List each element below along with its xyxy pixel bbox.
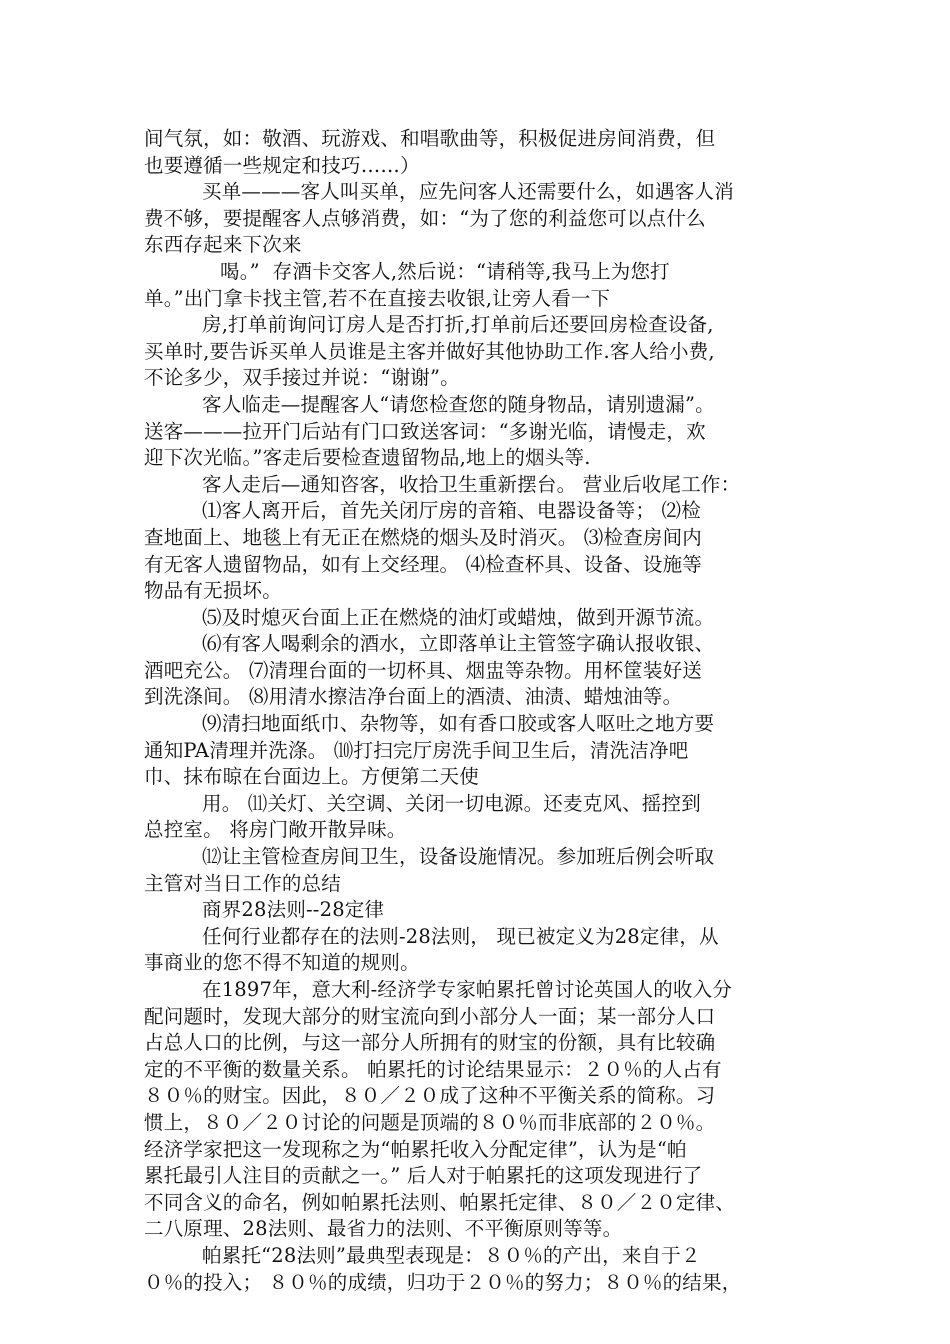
text-line: 东西存起来下次来 [144,233,302,257]
text-line: 主管对当日工作的总结 [144,871,342,895]
text-line: ０％的投入； ８０％的成绩，归功于２０％的努力；８０％的结果， [144,1270,742,1294]
text-line: 累托最引人注目的贡献之一。” 后人对于帕累托的这项发现进行了 [144,1164,703,1188]
text-line: ⑸及时熄灭台面上正在燃烧的油灯或蜡烛，做到开源节流。 [202,605,715,629]
text-line: 送客———拉开门后站有门口致送客词：“多谢光临，请慢走，欢 [144,419,706,443]
text-line: 买单———客人叫买单，应先问客人还需要什么，如遇客人消 [202,180,734,204]
text-line: 惯上，８０／２０讨论的问题是顶端的８０％而非底部的２０％。 [144,1110,716,1134]
text-line: 不同含义的命名，例如帕累托法则、帕累托定律、８０／２０定律、 [144,1190,736,1214]
text-line: 事商业的您不得不知道的规则。 [144,951,420,975]
text-line: 酒吧充公。 ⑺清理台面的一切杯具、烟盅等杂物。用杯筐装好送 [144,658,702,682]
text-line: 喝。” 存酒卡交客人,然后说：“请稍等,我马上为您打 [220,259,670,283]
text-line: ⑼清扫地面纸巾、杂物等，如有香口胶或客人呕吐之地方要 [202,712,715,736]
text-line: 买单时,要告诉买单人员谁是主客并做好其他协助工作.客人给小费, [144,339,715,363]
text-line: 任何行业都存在的法则-28法则， 现已被定义为28定律，从 [202,924,719,948]
text-line: 配问题时，发现大部分的财宝流向到小部分人一面；某一部分人口 [144,1004,716,1028]
text-line: 客人临走—提醒客人“请您检查您的随身物品，请别遗漏”。 [202,392,715,416]
text-line: 总控室。 将房门敞开散异味。 [144,818,407,842]
text-line: 到洗涤间。 ⑻用清水擦洁净台面上的酒渍、油渍、蜡烛油等。 [144,685,683,709]
text-line: 不论多少，双手接过并说：“谢谢”。 [144,366,460,390]
text-line: 物品有无损坏。 [144,579,282,603]
text-line: 通知PA清理并洗涤。 ⑽打扫完厅房洗手间卫生后，清洗洁净吧 [144,738,689,762]
text-line: 经济学家把这一发现称之为“帕累托收入分配定律”，认为是“帕 [144,1137,687,1161]
text-line: 也要遵循一些规定和技巧……） [144,153,420,177]
text-line: 有无客人遗留物品，如有上交经理。 ⑷检查杯具、设备、设施等 [144,552,702,576]
text-line: 房,打单前询问订房人是否打折,打单前后还要回房检查设备, [202,313,714,337]
text-line: 巾、抹布晾在台面边上。方便第二天使 [144,765,479,789]
text-line: 查地面上、地毯上有无正在燃烧的烟头及时消灭。 ⑶检查房间内 [144,525,702,549]
text-line: 商界28法则--28定律 [202,898,385,922]
document-body [144,126,816,1296]
text-line: 帕累托“28法则”最典型表现是：８０％的产出，来自于２ [202,1243,701,1267]
text-line: ８０％的财宝。因此，８０／２０成了这种不平衡关系的简称。习 [144,1084,716,1108]
text-line: ⑴客人离开后，首先关闭厅房的音箱、电器设备等； ⑵检 [202,499,701,523]
text-line: ⑿让主管检查房间卫生，设备设施情况。参加班后例会听取 [202,845,715,869]
text-line: 占总人口的比例，与这一部分人所拥有的财宝的份额，具有比较确 [144,1031,716,1055]
text-line: 间气氛，如：敬酒、玩游戏、和唱歌曲等，积极促进房间消费，但 [144,127,716,150]
text-line: 单。”出门拿卡找主管,若不在直接去收银,让旁人看一下 [144,286,611,310]
text-line: 迎下次光临。”客走后要检查遗留物品,地上的烟头等. [144,446,591,470]
text-line: 费不够，要提醒客人点够消费，如：“为了您的利益您可以点什么 [144,206,706,230]
text-line: 用。 ⑾关灯、关空调、关闭一切电源。还麦克风、摇控到 [202,791,701,815]
text-line: 在1897年，意大利-经济学专家帕累托曾讨论英国人的收入分 [202,978,733,1001]
text-line: 二八原理、28法则、最省力的法则、不平衡原则等等。 [144,1217,623,1241]
text-line: ⑹有客人喝剩余的酒水，立即落单让主管签字确认报收银、 [202,632,715,656]
text-line: 客人走后—通知咨客，收拾卫生重新摆台。 营业后收尾工作： [202,472,741,496]
text-line: 定的不平衡的数量关系。 帕累托的讨论结果显示：２０％的人占有 [144,1057,722,1081]
